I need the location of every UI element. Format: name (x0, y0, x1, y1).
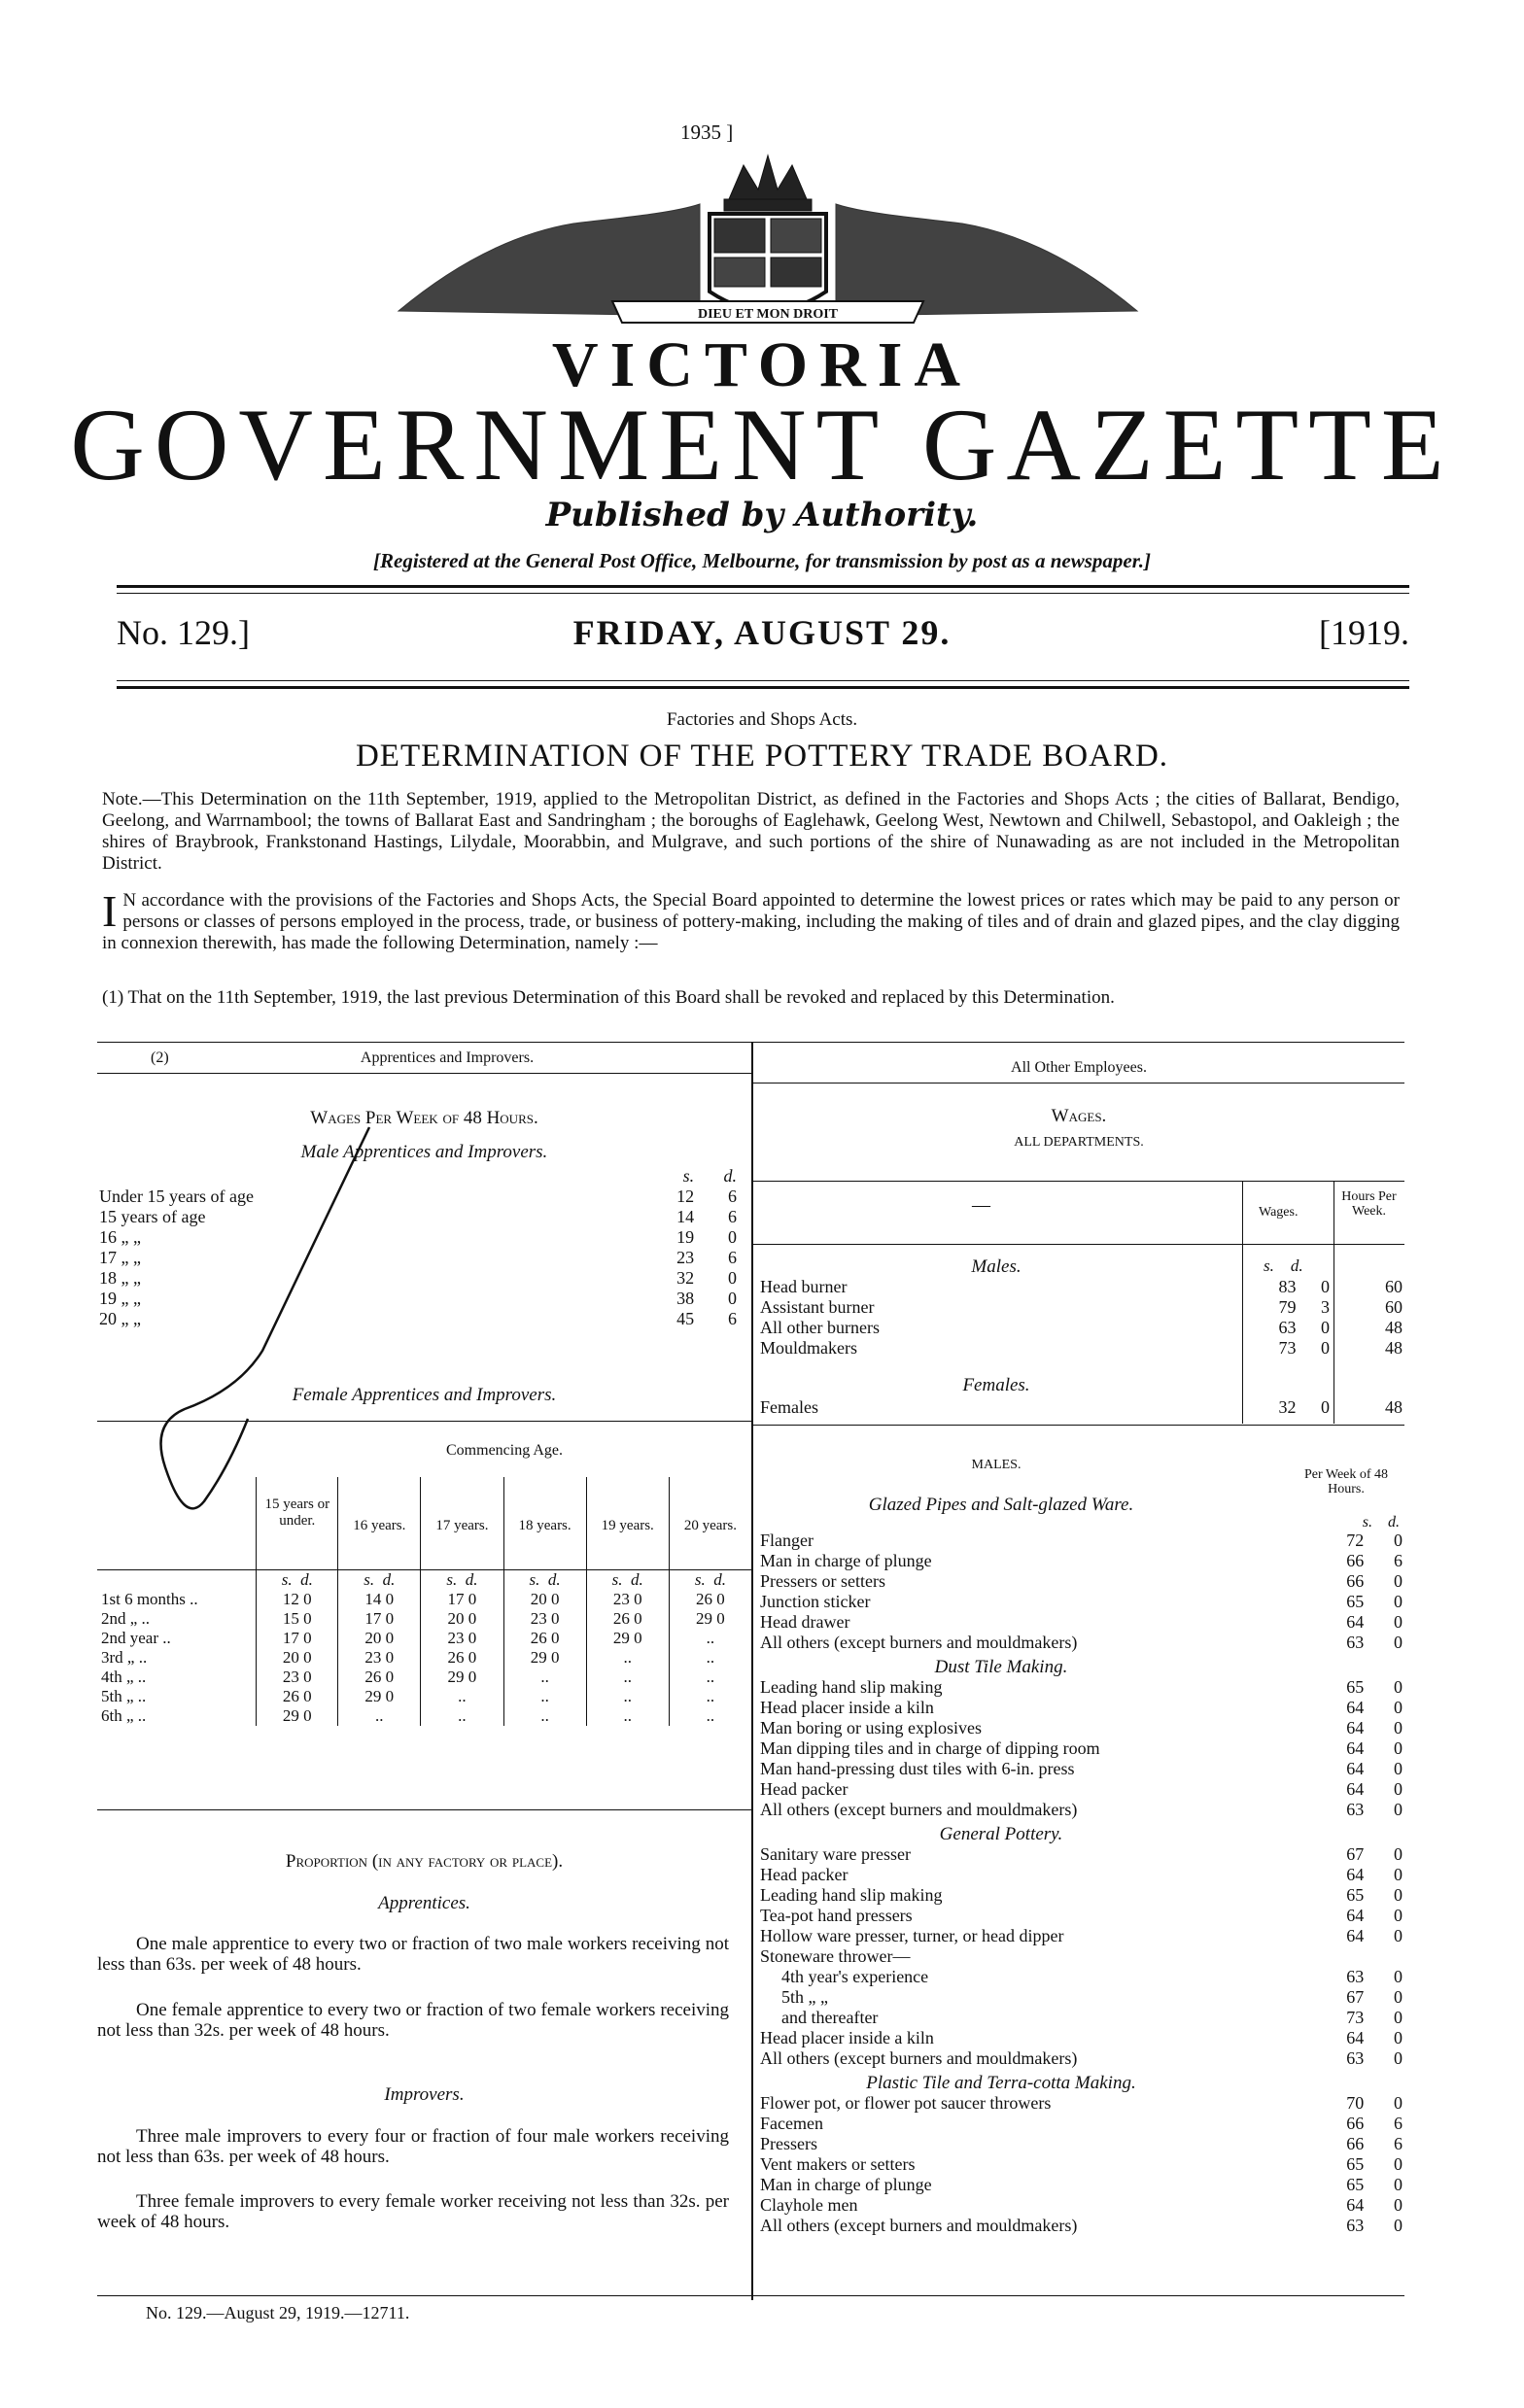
column-divider (751, 1042, 753, 2300)
registration-note: [Registered at the General Post Office, Melbourne, for transmission by post as a newspaper.] (373, 549, 1151, 572)
table-row: Pressers or setters 66 0 (760, 1571, 1403, 1591)
males-caps-heading: MALES. (971, 1458, 1022, 1472)
table-row: Flanger 72 0 (760, 1531, 1403, 1550)
section-label: (2) (151, 1049, 169, 1066)
table-row: 4th „ .. 23 0 26 0 29 0 .. .. .. (97, 1668, 751, 1687)
table-row: Man dipping tiles and in charge of dipping room 64 0 (760, 1738, 1403, 1758)
table-row: Head packer 64 0 (760, 1779, 1403, 1799)
determination-title: DETERMINATION OF THE POTTERY TRADE BOARD. (355, 739, 1169, 774)
table-row: Head placer inside a kiln 64 0 (760, 1698, 1403, 1717)
left-header-rule (97, 1073, 751, 1074)
issue-date: FRIDAY, AUGUST 29. (572, 613, 952, 652)
table-row: 5th „ „ 67 0 (781, 1987, 1403, 2007)
table-row: 2nd „ .. 15 0 17 0 20 0 23 0 26 0 29 0 (97, 1609, 751, 1629)
improvers-paragraph-2: Three female improvers to every female worker receiving not less than 32s. per week of 48 hours. (97, 2191, 729, 2232)
table-row: 3rd „ .. 20 0 23 0 26 0 29 0 .. .. (97, 1648, 751, 1668)
clause-1: (1) That on the 11th September, 1919, the last previous Determination of this Board shall be revoked and replaced by this Determination. (102, 987, 1115, 1008)
female-heading: Female Apprentices and Improvers. (292, 1385, 557, 1405)
wages-title: Wages. (1051, 1106, 1107, 1126)
table-row: Assistant burner 79 3 60 (760, 1297, 1403, 1317)
table-row: Pressers 66 6 (760, 2134, 1403, 2153)
masthead-rule-top (117, 585, 1409, 588)
table-row: Clayhole men 64 0 (760, 2195, 1403, 2215)
royal-coat-of-arms (379, 146, 1157, 326)
age-col-header: 20 years. (669, 1477, 751, 1569)
table-row: Head burner 83 0 60 (760, 1277, 1403, 1296)
age-col-header: 17 years. (421, 1477, 503, 1569)
table-row: Flower pot, or flower pot saucer throwers 70 0 (760, 2093, 1403, 2113)
issue-year: [1919. (1319, 613, 1409, 652)
table-row: Junction sticker 65 0 (760, 1592, 1403, 1611)
age-col-header: 18 years. (503, 1477, 586, 1569)
table-row: Head packer 64 0 (760, 1865, 1403, 1884)
victoria-title: VICTORIA (551, 329, 973, 400)
dept-males-table (758, 1277, 1404, 1359)
male-heading: Male Apprentices and Improvers. (300, 1142, 548, 1162)
female-table-top-rule (97, 1421, 751, 1422)
table-row: 2nd year .. 17 0 20 0 23 0 26 0 29 0 .. (97, 1629, 751, 1648)
age-col-header: 15 years or under. (257, 1477, 338, 1569)
female-table-bottom-rule (97, 1809, 751, 1810)
improvers-heading: Improvers. (384, 2084, 465, 2105)
dept-females-heading: Females. (962, 1375, 1030, 1395)
table-row: Stoneware thrower— (760, 1946, 911, 1966)
wages-heading: Wages Per Week of 48 Hours. (310, 1108, 538, 1128)
table-row: Man boring or using explosives 64 0 (760, 1718, 1403, 1737)
dept-males-heading: Males. (971, 1256, 1022, 1277)
table-row: Leading hand slip making 65 0 (760, 1677, 1403, 1697)
table-row: All others (except burners and mouldmakers) 63 0 (760, 1800, 1403, 1819)
right-header-rule (753, 1083, 1404, 1084)
table-row: All other burners 63 0 48 (760, 1318, 1403, 1337)
table-row: Tea-pot hand pressers 64 0 (760, 1906, 1403, 1925)
table-row: 18 „ „ 32 0 (99, 1268, 737, 1288)
unit-s: s. (682, 1166, 695, 1186)
table-row: and thereafter 73 0 (781, 2008, 1403, 2027)
table-row: All others (except burners and mouldmakers) 63 0 (760, 2216, 1403, 2235)
apprentices-heading: Apprentices. (378, 1893, 470, 1913)
improvers-paragraph-1: Three male improvers to every four or fraction of four male workers receiving not less than 63s. per week of 48 hours. (97, 2126, 729, 2167)
pen-annotation-mark (146, 1118, 379, 1535)
table-row: Females 32 0 48 (760, 1397, 1403, 1417)
note-paragraph: Note.—This Determination on the 11th September, 1919, applied to the Metropolitan District, as defined in the Factories and Shops Acts ; the cities of Ballarat, Bendigo, Geelong, and Warrnambool; the towns of Ballarat East and Sandringham ; the boroughs of Eaglehawk, Geelong West, Newtown and Chilwell, Sebastopol, and Oakleigh ; the shires of Braybrook, Frankstonand Hastings, Lilydale, Moorabbin, and Mulgrave, and such portions of the shire of Nunawading as are not included in the Metropolitan District. (102, 789, 1400, 874)
apprentices-title: Apprentices and Improvers. (360, 1049, 535, 1066)
page-number: 1935 ] (680, 120, 734, 144)
dept-dash: — (972, 1195, 990, 1216)
table-row: 1st 6 months .. 12 0 14 0 17 0 20 0 23 0 26 0 (97, 1590, 751, 1609)
table-row: Head placer inside a kiln 64 0 (760, 2028, 1403, 2047)
table-row: Man in charge of plunge 65 0 (760, 2175, 1403, 2194)
masthead-rule-thin (117, 593, 1409, 594)
all-other-employees-title: All Other Employees. (1011, 1059, 1147, 1076)
acts-heading: Factories and Shops Acts. (666, 709, 858, 730)
section-heading: Plastic Tile and Terra-cotta Making. (866, 2073, 1136, 2093)
table-row: All others (except burners and mouldmakers) 63 0 (760, 2048, 1403, 2068)
trade-wages-list: Glazed Pipes and Salt-glazed Ware. s. d. Flanger 72 0 Man in charge of plunge 66 6 Pressers or setters 66 0 Junction sticker 65 0 Head drawer 64 0 All others (except burners and mouldmakers) 63 0 Dust Tile Making. Leading hand slip making 65 0 Head placer inside a kiln 64 0 Man boring or using explosives 64 0 Man dipping tiles and in charge of dipping room 64 0 Man hand-pressing dust tiles with 6-in. press 64 0 Head packer 64 0 All others (except burners and mouldmakers) 63 0 General Pottery. Sanitary ware presser 67 0 Head packer 64 0 Leading hand slip making 65 0 Tea-pot hand pressers 64 0 Hollow ware presser, turner, or head dipper 64 0 Stoneware thrower— 4th year's experience 63 0 5th „ „ 67 0 and thereafter 73 0 Head placer inside a kiln 64 0 All others (except burners and mouldmakers) 63 0 Plastic Tile and Terra-cotta Making. Flower pot, or flower pot saucer throwers 70 0 Facemen 66 6 Pressers 66 6 Vent makers or setters 65 0 Man in charge of plunge 65 0 Clayhole men 64 0 All others (except burners and mouldmakers) 63 0 (760, 1495, 1403, 2235)
crest-motto: DIEU ET MON DROIT (697, 307, 839, 322)
commencing-age-heading: Commencing Age. (446, 1442, 563, 1459)
footer-imprint: No. 129.—August 29, 1919.—12711. (146, 2303, 410, 2322)
table-row: 16 „ „ 19 0 (99, 1227, 737, 1247)
table-row: Man in charge of plunge 66 6 (760, 1551, 1403, 1570)
female-wages-table: 15 years or under. 16 years. 17 years. 18 years. 19 years. 20 years. s. d. s. d. s. d. s. d. s. d. s. d. 1st 6 months .. 12 0 14 0 17 0 20 0 23 0 26 0 2nd „ .. 15 0 17 0 20 0 23 0 26 0 29 0 2nd year .. 17 0 20 0 23 0 26 0 29 0 .. 3rd „ .. 20 0 23 0 26 0 29 0 .. .. 4th „ .. 23 0 26 0 29 0 .. .. .. 5th „ .. 26 0 29 0 .. .. .. .. 6th „ .. 29 0 .. .. .. .. .. (97, 1477, 751, 1726)
dateline-rule-thin (117, 680, 1409, 681)
col-hours-header: Hours Per Week. (1341, 1189, 1397, 1219)
table-row: All others (except burners and mouldmakers) 63 0 (760, 1633, 1403, 1652)
dept-table-header-rule (753, 1244, 1404, 1245)
dept-table-top-rule (753, 1181, 1404, 1182)
table-row: Head drawer 64 0 (760, 1612, 1403, 1632)
proportion-heading: Proportion (in any factory or place). (285, 1851, 564, 1872)
intro-text: N accordance with the provisions of the Factories and Shops Acts, the Special Board appointed to determine the lowest prices or rates which may be paid to any person or persons or classes of persons employed in the process, trade, or business of pottery-making, including the making of tiles and of drain and glazed pipes, and the clay digging in connexion therewith, has made the following Determination, namely :— (102, 890, 1400, 953)
drop-cap: I (102, 886, 118, 936)
table-row: Sanitary ware presser 67 0 (760, 1844, 1403, 1864)
unit-d: d. (723, 1166, 737, 1186)
dept-table-bottom-rule (753, 1425, 1404, 1426)
apprentices-paragraph-2: One female apprentice to every two or fraction of two female workers receiving not less than 32s. per week of 48 hours. (97, 2000, 729, 2041)
dateline-rule-thick (117, 686, 1409, 689)
table-row: Under 15 years of age 12 6 (99, 1187, 737, 1206)
table-row: 4th year's experience 63 0 (781, 1967, 1403, 1986)
table-row: Mouldmakers 73 0 48 (760, 1338, 1403, 1358)
all-departments: ALL DEPARTMENTS. (1014, 1135, 1144, 1150)
table-row: 5th „ .. 26 0 29 0 .. .. .. .. (97, 1687, 751, 1706)
table-row: 20 „ „ 45 6 (99, 1309, 737, 1328)
age-col-header: 16 years. (338, 1477, 421, 1569)
gazette-title: GOVERNMENT GAZETTE (70, 388, 1454, 501)
intro-paragraph (102, 886, 1400, 954)
table-row: Vent makers or setters 65 0 (760, 2154, 1403, 2174)
table-row: Leading hand slip making 65 0 (760, 1885, 1403, 1905)
section-heading: General Pottery. (939, 1824, 1063, 1844)
section-heading: Dust Tile Making. (934, 1657, 1068, 1677)
per-week-heading: Per Week of 48 Hours. (1303, 1467, 1389, 1496)
dept-females-table (758, 1397, 1404, 1418)
col-wages-header: Wages. (1259, 1205, 1299, 1220)
table-row: Facemen 66 6 (760, 2114, 1403, 2133)
published-by-authority: Published by Authority. (545, 496, 979, 534)
issue-number: No. 129.] (117, 613, 250, 652)
table-row: 6th „ .. 29 0 .. .. .. .. .. (97, 1706, 751, 1726)
table-row: 19 „ „ 38 0 (99, 1289, 737, 1308)
columns-bottom-rule (97, 2295, 1404, 2296)
age-col-header: 19 years. (586, 1477, 669, 1569)
apprentices-paragraph-1: One male apprentice to every two or fraction of two male workers receiving not less than 63s. per week of 48 hours. (97, 1934, 729, 1975)
section-heading: Glazed Pipes and Salt-glazed Ware. (868, 1495, 1134, 1515)
table-row: 15 years of age 14 6 (99, 1207, 737, 1226)
table-row: Man hand-pressing dust tiles with 6-in. press 64 0 (760, 1759, 1403, 1778)
table-row: 17 „ „ 23 6 (99, 1248, 737, 1267)
table-row: Hollow ware presser, turner, or head dipper 64 0 (760, 1926, 1403, 1945)
